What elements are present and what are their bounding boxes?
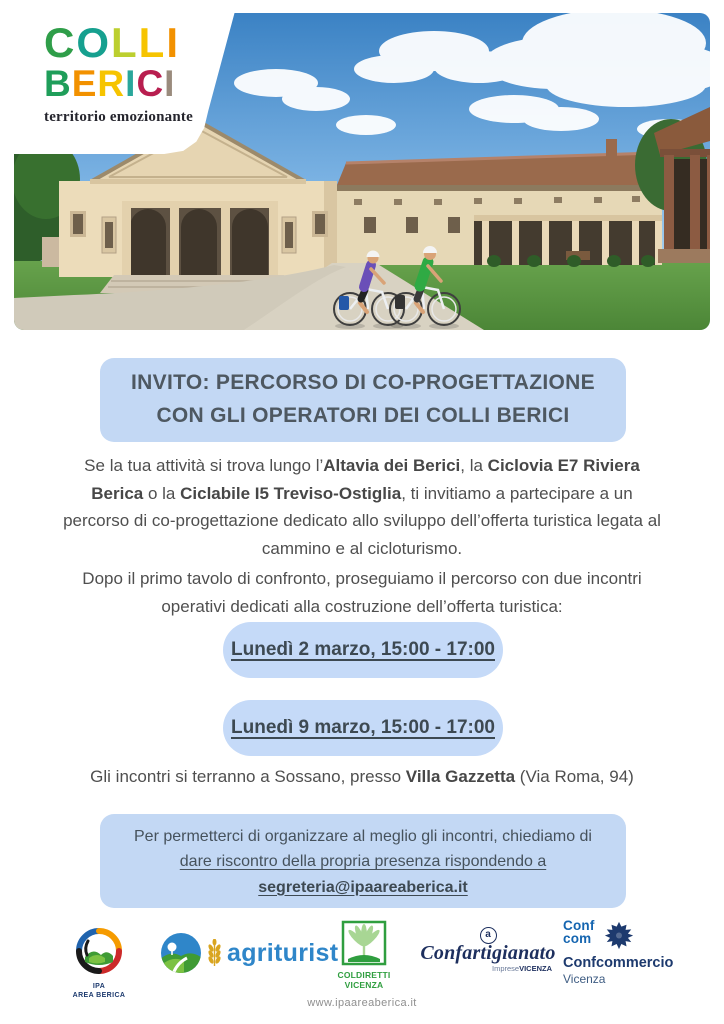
rsvp-box xyxy=(100,814,626,908)
partner-logos-row xyxy=(0,920,724,998)
coldiretti-label-line1: COLDIRETTI xyxy=(337,970,391,980)
ipa-label-line2: AREA BERICA xyxy=(72,992,126,1000)
confcommercio-vicenza-logo xyxy=(563,920,693,986)
confartigianato-subline xyxy=(418,964,558,973)
confartigianato-vicenza: VICENZA xyxy=(519,964,552,973)
confartigianato-at-icon: a xyxy=(480,927,497,944)
intro-text: Se la tua attività si trova lungo l’ xyxy=(84,456,324,475)
confartigianato-wordmark: Confartigianato xyxy=(420,942,556,964)
confcommercio-city: Vicenza xyxy=(563,972,606,986)
meeting-date-1-label: Lunedì 2 marzo, 15:00 - 17:00 xyxy=(231,639,495,660)
logo-tagline: territorio emozionante xyxy=(44,108,193,125)
footer-website-url[interactable]: www.ipaareaberica.it xyxy=(307,997,417,1009)
intro-text: o la xyxy=(143,483,181,503)
agriturist-logo xyxy=(160,932,338,974)
meeting-date-button-1[interactable] xyxy=(223,622,503,678)
intro-paragraph xyxy=(57,452,667,562)
venue-text: Gli incontri si terranno a Sossano, presso xyxy=(90,767,406,786)
confcommercio-top xyxy=(563,920,693,952)
page-title: INVITO: PERCORSO DI CO-PROGETTAZIONE CON GLI OPERATORI DEI COLLI BERICI xyxy=(131,371,595,427)
colli-berici-logo xyxy=(44,19,204,126)
wheat-icon xyxy=(207,939,222,967)
coldiretti-vicenza-logo xyxy=(332,920,396,991)
meeting-date-2-label: Lunedì 9 marzo, 15:00 - 17:00 xyxy=(231,717,495,738)
venue-name: Villa Gazzetta xyxy=(405,767,516,786)
venue-line xyxy=(0,767,724,787)
ipa-label-line1: IPA xyxy=(92,983,106,990)
invitation-title-banner xyxy=(100,358,626,442)
rsvp-underlined-text: dare riscontro della propria presenza rispondendo a xyxy=(179,853,547,871)
rsvp-email-link[interactable]: segreteria@ipaareaberica.it xyxy=(258,878,468,896)
logo-word-colli: COLLI xyxy=(44,19,180,66)
confcommercio-conf: Conf xyxy=(563,918,595,933)
rsvp-text: Per permetterci di organizzare al meglio gli incontri, chiediamo di xyxy=(134,828,592,845)
confcommercio-wordmark: Confcommercio xyxy=(563,955,674,971)
meeting-date-button-2[interactable] xyxy=(223,700,503,756)
confartigianato-logo xyxy=(418,924,558,973)
route-ciclovia-e7: Ciclovia E7 Riviera Berica xyxy=(91,456,640,503)
agriturist-wordmark: agriturist xyxy=(227,938,339,967)
intro-text: , la xyxy=(460,456,488,475)
confcommercio-com: com xyxy=(563,930,592,946)
route-ciclabile-i5: Ciclabile I5 Treviso-Ostiglia xyxy=(180,483,402,503)
confartigianato-imprese: Imprese xyxy=(491,964,520,973)
ipa-swirl-icon xyxy=(73,925,125,977)
intro-text: , ti invitiamo a partecipare a un percorso di co-progettazione dedicato allo sviluppo dell’offerta turistica legata al cammino e al cicloturismo. xyxy=(63,483,661,558)
logo-word-berici: BERICI xyxy=(44,62,176,104)
confcommercio-eagle-icon xyxy=(603,920,635,952)
followup-paragraph: Dopo il primo tavolo di confronto, proseguiamo il percorso con due incontri operativi dedicati alla costruzione dell’offerta turistica: xyxy=(82,569,642,616)
coldiretti-tree-icon xyxy=(341,920,387,966)
agriturist-circle-icon xyxy=(160,932,202,974)
route-altavia: Altavia dei Berici xyxy=(323,456,461,475)
ipa-area-berica-logo xyxy=(57,925,141,1001)
venue-address: (Via Roma, 94) xyxy=(515,767,634,786)
coldiretti-label-line2: VICENZA xyxy=(344,979,384,990)
